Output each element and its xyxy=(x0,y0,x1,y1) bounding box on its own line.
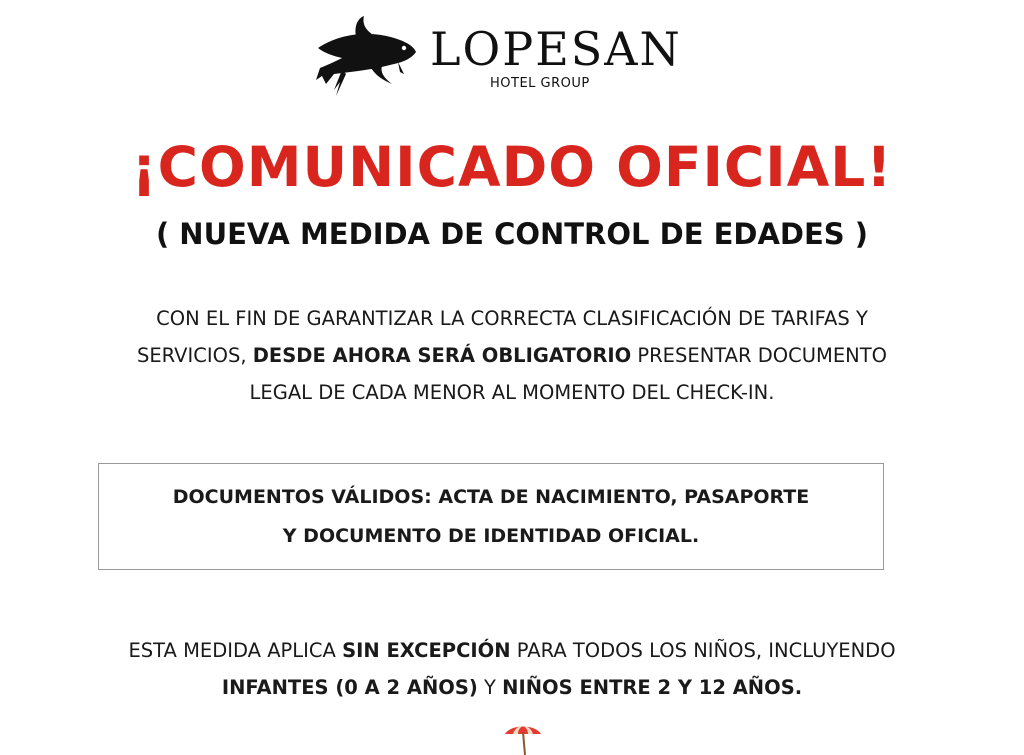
intro-line-2-pre: SERVICIOS, xyxy=(136,344,253,367)
valid-documents-box xyxy=(98,463,884,570)
scope-line-1-post: PARA TODOS LOS NIÑOS, INCLUYENDO xyxy=(510,639,896,662)
scope-line-2-bold-1: INFANTES (0 A 2 AÑOS) xyxy=(221,676,478,699)
scope-paragraph xyxy=(40,632,984,706)
intro-paragraph xyxy=(40,300,984,411)
scope-line-2-bold-2: NIÑOS ENTRE 2 Y 12 AÑOS. xyxy=(502,676,803,699)
valid-documents-text xyxy=(99,478,883,556)
valid-documents-line-1: DOCUMENTOS VÁLIDOS: ACTA DE NACIMIENTO, PASAPORTE xyxy=(172,486,810,508)
intro-line-2 xyxy=(40,337,984,374)
scope-line-2-mid: Y xyxy=(477,676,503,699)
intro-line-1: CON EL FIN DE GARANTIZAR LA CORRECTA CLASIFICACIÓN DE TARIFAS Y xyxy=(156,307,868,330)
intro-line-2-bold: DESDE AHORA SERÁ OBLIGATORIO xyxy=(252,344,632,367)
intro-line-3: LEGAL DE CADA MENOR AL MOMENTO DEL CHECK-IN. xyxy=(249,381,775,404)
scope-line-1 xyxy=(40,632,984,669)
scope-line-1-pre: ESTA MEDIDA APLICA xyxy=(128,639,343,662)
lopesan-logo xyxy=(312,14,692,100)
beach-umbrella-icon xyxy=(503,722,543,755)
intro-line-2-post: PRESENTAR DOCUMENTO xyxy=(631,344,888,367)
page-title: ¡COMUNICADO OFICIAL! xyxy=(131,135,893,199)
scope-line-2 xyxy=(40,669,984,706)
page-subtitle: ( NUEVA MEDIDA DE CONTROL DE EDADES ) xyxy=(155,217,869,251)
valid-documents-line-2: Y DOCUMENTO DE IDENTIDAD OFICIAL. xyxy=(282,525,700,547)
scope-line-1-bold: SIN EXCEPCIÓN xyxy=(342,639,511,662)
fish-logo-icon xyxy=(312,14,424,100)
brand-subtitle: HOTEL GROUP xyxy=(490,76,590,91)
brand-name: LOPESAN xyxy=(430,22,682,76)
